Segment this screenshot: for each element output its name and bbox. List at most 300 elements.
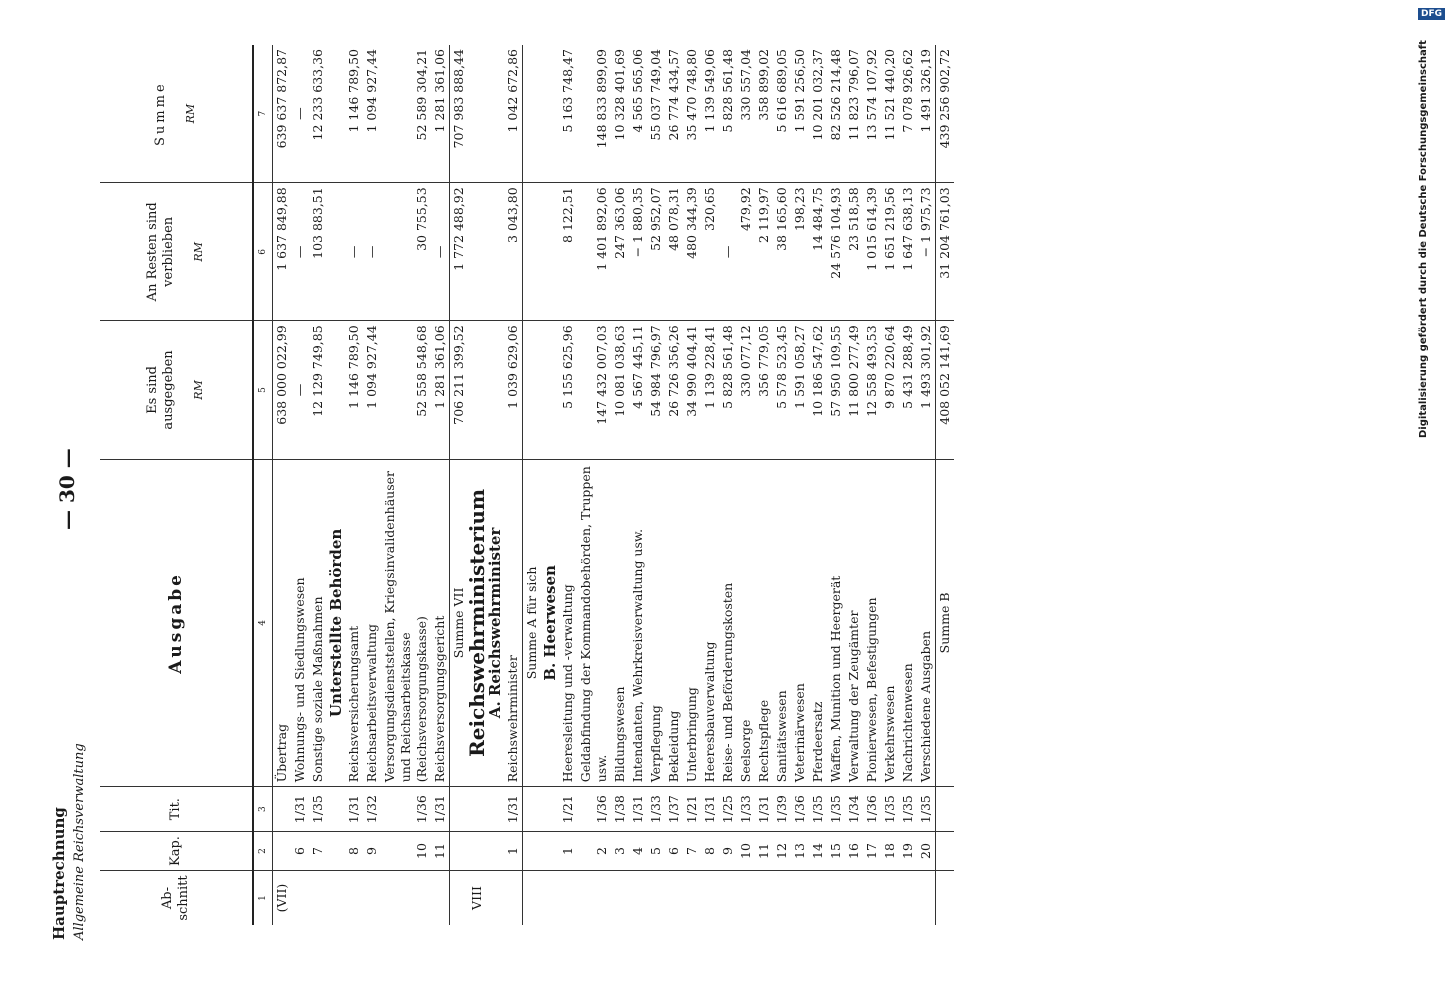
- cell-tit: 1/34: [845, 787, 863, 832]
- cell-c5: 1 094 927,44: [363, 321, 381, 459]
- cell-tit: 1/35: [809, 787, 827, 832]
- cell-tit: 1/36: [791, 787, 809, 832]
- cell-abschnitt: [486, 871, 504, 925]
- colnum: 7: [253, 45, 273, 183]
- cell-tit: [936, 787, 955, 832]
- cell-kap: [936, 832, 955, 871]
- section-heading: A. Reichswehrminister: [486, 459, 504, 787]
- cell-c7: 330 557,04: [737, 45, 755, 183]
- cell-c7: 52 589 304,21: [381, 45, 431, 183]
- cell-kap: [486, 832, 504, 871]
- table-row: [791, 45, 809, 925]
- cell-abschnitt: [363, 871, 381, 925]
- cell-tit: [468, 787, 486, 832]
- cell-tit: 1/31: [431, 787, 450, 832]
- cell-ausgabe: Nachrichtenwesen: [899, 459, 917, 787]
- cell-ausgabe: Verpflegung: [647, 459, 665, 787]
- cell-c7: 439 256 902,72: [936, 45, 955, 183]
- cell-abschnitt: [899, 871, 917, 925]
- table-body: [273, 45, 955, 925]
- table-row: [719, 45, 737, 925]
- cell-ausgabe: Sonstige soziale Maßnahmen: [309, 459, 327, 787]
- cell-c6: 1 015 614,39: [863, 183, 881, 321]
- cell-kap: 11: [755, 832, 773, 871]
- cell-tit: 1/31: [291, 787, 309, 832]
- cell-abschnitt: [523, 871, 542, 925]
- cell-ausgabe: Pferdeersatz: [809, 459, 827, 787]
- cell-c7: 12 233 633,36: [309, 45, 327, 183]
- cell-c7: 11 521 440,20: [881, 45, 899, 183]
- cell-c5: 330 077,12: [737, 321, 755, 459]
- cell-ausgabe: Bildungswesen: [611, 459, 629, 787]
- cell-c5: 11 800 277,49: [845, 321, 863, 459]
- cell-tit: 1/31: [345, 787, 363, 832]
- table-row: [345, 45, 363, 925]
- cell-c5: 706 211 399,52: [450, 321, 469, 459]
- cell-empty: [327, 183, 345, 321]
- cell-tit: [450, 787, 469, 832]
- sum-label: Summe VII: [450, 459, 469, 787]
- cell-kap: 8: [345, 832, 363, 871]
- colnum: 4: [253, 459, 273, 787]
- cell-empty: [541, 183, 559, 321]
- cell-ausgabe: Veterinärwesen: [791, 459, 809, 787]
- table-row: [827, 45, 845, 925]
- header-title: Hauptrechnung: [50, 807, 68, 940]
- cell-c6: 1 647 638,13: [899, 183, 917, 321]
- cell-kap: [450, 832, 469, 871]
- cell-abschnitt: [327, 871, 345, 925]
- cell-tit: 1/21: [559, 787, 577, 832]
- col-es-label: Es sind ausgegeben: [145, 350, 176, 430]
- cell-c7: 707 983 888,44: [450, 45, 469, 183]
- cell-empty: [468, 45, 486, 183]
- cell-abschnitt: [773, 871, 791, 925]
- cell-abschnitt: [431, 871, 450, 925]
- cell-kap: 15: [827, 832, 845, 871]
- cell-tit: 1/36: [577, 787, 611, 832]
- cell-c7: 1 491 326,19: [917, 45, 936, 183]
- cell-tit: [486, 787, 504, 832]
- cell-empty: [468, 321, 486, 459]
- cell-c6: 48 078,31: [665, 183, 683, 321]
- cell-c7: 148 833 899,09: [577, 45, 611, 183]
- cell-kap: 11: [431, 832, 450, 871]
- cell-abschnitt: [701, 871, 719, 925]
- cell-c6: 31 204 761,03: [936, 183, 955, 321]
- cell-abschnitt: [541, 871, 559, 925]
- colnum: 6: [253, 183, 273, 321]
- cell-ausgabe: Versorgungsdienststellen, Kriegsinvalidenhäuser und Reichsarbeitskasse (Reichsversorgungskasse): [381, 459, 431, 787]
- table-row: [291, 45, 309, 925]
- cell-c6: —: [363, 183, 381, 321]
- cell-kap: 20: [917, 832, 936, 871]
- table-row: [273, 45, 292, 925]
- col-unit: RM: [184, 103, 197, 124]
- table-row: [486, 45, 504, 925]
- cell-c7: 13 574 107,92: [863, 45, 881, 183]
- cell-c5: 147 432 007,03: [577, 321, 611, 459]
- col-summe: [100, 45, 253, 183]
- colnum: 1: [253, 871, 273, 925]
- table-row: [899, 45, 917, 925]
- col-ausgabe: Ausgabe: [100, 459, 253, 787]
- cell-c7: 82 526 214,48: [827, 45, 845, 183]
- cell-c7: 11 823 796,07: [845, 45, 863, 183]
- col-summe-label: Summe: [153, 81, 168, 146]
- table-row: [327, 45, 345, 925]
- cell-ausgabe: Heeresbauverwaltung: [701, 459, 719, 787]
- cell-c6: 1 772 488,92: [450, 183, 469, 321]
- cell-kap: 8: [701, 832, 719, 871]
- cell-c6: 38 165,60: [773, 183, 791, 321]
- cell-kap: 17: [863, 832, 881, 871]
- cell-c5: —: [291, 321, 309, 459]
- cell-tit: 1/35: [917, 787, 936, 832]
- cell-kap: [327, 832, 345, 871]
- cell-c6: 1 651 219,56: [881, 183, 899, 321]
- cell-c6: 30 755,53: [381, 183, 431, 321]
- cell-c7: 1 094 927,44: [363, 45, 381, 183]
- cell-c6: 52 952,07: [647, 183, 665, 321]
- cell-ausgabe: Heeresleitung und -verwaltung: [559, 459, 577, 787]
- table-row: [683, 45, 701, 925]
- cell-c6: 1 637 849,88: [273, 183, 292, 321]
- cell-c5: 1 493 301,92: [917, 321, 936, 459]
- table-row: [881, 45, 899, 925]
- table-row: [773, 45, 791, 925]
- cell-abschnitt: [504, 871, 523, 925]
- table-row: [737, 45, 755, 925]
- cell-tit: 1/33: [737, 787, 755, 832]
- cell-c5: 34 990 404,41: [683, 321, 701, 459]
- table-row: [701, 45, 719, 925]
- cell-kap: 12: [773, 832, 791, 871]
- cell-c5: 12 558 493,53: [863, 321, 881, 459]
- cell-abschnitt: [863, 871, 881, 925]
- cell-c5: 5 828 561,48: [719, 321, 737, 459]
- cell-c7: 4 565 565,06: [629, 45, 647, 183]
- cell-tit: 1/36: [863, 787, 881, 832]
- cell-c5: 9 870 220,64: [881, 321, 899, 459]
- column-number-row: [253, 45, 273, 925]
- cell-tit: 1/38: [611, 787, 629, 832]
- cell-tit: 1/36: [381, 787, 431, 832]
- cell-ausgabe: Verkehrswesen: [881, 459, 899, 787]
- cell-c6: 247 363,06: [611, 183, 629, 321]
- cell-ausgabe: Rechtspflege: [755, 459, 773, 787]
- col-an-resten: [100, 183, 253, 321]
- cell-kap: 16: [845, 832, 863, 871]
- expense-table: [100, 45, 954, 925]
- cell-c5: 52 558 548,68: [381, 321, 431, 459]
- cell-ausgabe: Seelsorge: [737, 459, 755, 787]
- table-row: [541, 45, 559, 925]
- cell-c5: 1 591 058,27: [791, 321, 809, 459]
- table-row: [629, 45, 647, 925]
- cell-c6: [523, 183, 542, 321]
- col-resten-label: An Resten sind verblieben: [145, 202, 176, 302]
- cell-tit: 1/35: [827, 787, 845, 832]
- cell-abschnitt: [755, 871, 773, 925]
- cell-abschnitt: [345, 871, 363, 925]
- table-row: [917, 45, 936, 925]
- cell-ausgabe: Übertrag: [273, 459, 292, 787]
- cell-c7: [523, 45, 542, 183]
- cell-c5: 4 567 445,11: [629, 321, 647, 459]
- cell-c6: 14 484,75: [809, 183, 827, 321]
- col-abschnitt: Ab-schnitt: [100, 871, 253, 925]
- cell-c6: —: [431, 183, 450, 321]
- cell-abschnitt: [881, 871, 899, 925]
- cell-abschnitt: (VII): [274, 883, 289, 913]
- table-row: [845, 45, 863, 925]
- cell-abschnitt: [629, 871, 647, 925]
- cell-abschnitt: [719, 871, 737, 925]
- cell-abschnitt: [791, 871, 809, 925]
- cell-ausgabe: Reichswehrminister: [504, 459, 523, 787]
- cell-abschnitt: [665, 871, 683, 925]
- funding-annotation: Digitalisierung gefördert durch die Deutsche Forschungsgemeinschaft: [1418, 40, 1429, 438]
- header-row: [100, 45, 253, 925]
- cell-c6: 23 518,58: [845, 183, 863, 321]
- table-row: [577, 45, 611, 925]
- cell-kap: 4: [629, 832, 647, 871]
- cell-c6: 2 119,97: [755, 183, 773, 321]
- cell-kap: 13: [791, 832, 809, 871]
- col-kap: Kap.: [100, 832, 253, 871]
- cell-kap: 7: [309, 832, 327, 871]
- cell-ausgabe: Unterbringung: [683, 459, 701, 787]
- cell-c5: [523, 321, 542, 459]
- cell-abschnitt: [647, 871, 665, 925]
- cell-c6: 103 883,51: [309, 183, 327, 321]
- cell-c7: 1 591 256,50: [791, 45, 809, 183]
- cell-tit: 1/35: [881, 787, 899, 832]
- colnum: 5: [253, 321, 273, 459]
- cell-c7: 55 037 749,04: [647, 45, 665, 183]
- table-row: [468, 45, 486, 925]
- col-unit: RM: [192, 380, 205, 400]
- table-row: [755, 45, 773, 925]
- cell-c5: 10 186 547,62: [809, 321, 827, 459]
- cell-abschnitt: [559, 871, 577, 925]
- cell-abschnitt: [450, 871, 469, 925]
- cell-c5: 1 281 361,06: [431, 321, 450, 459]
- dfg-logo: DFG: [1418, 8, 1445, 20]
- cell-c6: 1 401 892,06: [577, 183, 611, 321]
- section-heading: B. Heerwesen: [541, 459, 559, 787]
- cell-kap: 18: [881, 832, 899, 871]
- col-unit: RM: [192, 242, 205, 262]
- cell-ausgabe: Pionierwesen, Befestigungen: [863, 459, 881, 787]
- cell-kap: 14: [809, 832, 827, 871]
- cell-c5: 1 146 789,50: [345, 321, 363, 459]
- cell-ausgabe: Reichsarbeitsverwaltung: [363, 459, 381, 787]
- cell-abschnitt: [737, 871, 755, 925]
- page-number: — 30 —: [55, 448, 79, 530]
- cell-c6: —: [345, 183, 363, 321]
- ministry-title: Reichswehrministerium: [468, 459, 486, 787]
- cell-c6: 479,92: [737, 183, 755, 321]
- table-row: [611, 45, 629, 925]
- cell-kap: 9: [719, 832, 737, 871]
- cell-c7: 5 163 748,47: [559, 45, 577, 183]
- cell-tit: [273, 787, 292, 832]
- cell-c5: 638 000 022,99: [273, 321, 292, 459]
- cell-c5: 10 081 038,63: [611, 321, 629, 459]
- table-row: [381, 45, 431, 925]
- colnum: 3: [253, 787, 273, 832]
- cell-c5: 5 431 288,49: [899, 321, 917, 459]
- cell-kap: [273, 832, 292, 871]
- cell-c6: 24 576 104,93: [827, 183, 845, 321]
- cell-empty: [541, 321, 559, 459]
- cell-c7: —: [291, 45, 309, 183]
- cell-kap: 5: [647, 832, 665, 871]
- cell-c7: 358 899,02: [755, 45, 773, 183]
- cell-tit: [541, 787, 559, 832]
- table-row: [431, 45, 450, 925]
- cell-c5: 1 039 629,06: [504, 321, 523, 459]
- cell-c7: 35 470 748,80: [683, 45, 701, 183]
- cell-c7: 10 328 401,69: [611, 45, 629, 183]
- cell-kap: 6: [291, 832, 309, 871]
- cell-c7: 5 828 561,48: [719, 45, 737, 183]
- cell-abschnitt: [381, 871, 431, 925]
- cell-kap: 1: [559, 832, 577, 871]
- cell-tit: [523, 787, 542, 832]
- cell-abschnitt: [936, 871, 955, 925]
- cell-empty: [486, 45, 504, 183]
- colnum: 2: [253, 832, 273, 871]
- cell-tit: 1/21: [683, 787, 701, 832]
- table-row: [559, 45, 577, 925]
- cell-kap: 1: [504, 832, 523, 871]
- sum-label: Summe A für sich: [523, 459, 542, 787]
- cell-c5: 54 984 796,97: [647, 321, 665, 459]
- table-row: [863, 45, 881, 925]
- cell-abschnitt: [683, 871, 701, 925]
- cell-empty: [486, 321, 504, 459]
- cell-c5: 57 950 109,55: [827, 321, 845, 459]
- cell-c5: 5 578 523,45: [773, 321, 791, 459]
- cell-c6: 198,23: [791, 183, 809, 321]
- cell-abschnitt: [809, 871, 827, 925]
- cell-c5: 12 129 749,85: [309, 321, 327, 459]
- cell-kap: 3: [611, 832, 629, 871]
- cell-tit: 1/33: [647, 787, 665, 832]
- cell-empty: [327, 45, 345, 183]
- cell-tit: 1/32: [363, 787, 381, 832]
- cell-c5: 356 779,05: [755, 321, 773, 459]
- table-row: [809, 45, 827, 925]
- cell-kap: [523, 832, 542, 871]
- sum-row: [450, 45, 469, 925]
- cell-tit: 1/39: [773, 787, 791, 832]
- cell-c5: 408 052 141,69: [936, 321, 955, 459]
- cell-tit: 1/31: [755, 787, 773, 832]
- table-row: [504, 45, 523, 925]
- cell-tit: 1/37: [665, 787, 683, 832]
- table-row: [665, 45, 683, 925]
- cell-c7: 1 281 361,06: [431, 45, 450, 183]
- cell-tit: 1/35: [309, 787, 327, 832]
- cell-abschnitt: [309, 871, 327, 925]
- cell-empty: [468, 183, 486, 321]
- cell-kap: 9: [363, 832, 381, 871]
- cell-c6: 480 344,39: [683, 183, 701, 321]
- cell-abschnitt: [291, 871, 309, 925]
- cell-empty: [486, 183, 504, 321]
- cell-c7: 7 078 926,62: [899, 45, 917, 183]
- cell-kap: 10: [737, 832, 755, 871]
- table-row: [647, 45, 665, 925]
- cell-c7: 1 042 672,86: [504, 45, 523, 183]
- cell-ausgabe: Bekleidung: [665, 459, 683, 787]
- cell-tit: 1/35: [899, 787, 917, 832]
- table-row: [363, 45, 381, 925]
- cell-c6: —: [291, 183, 309, 321]
- cell-kap: 19: [899, 832, 917, 871]
- cell-tit: 1/25: [719, 787, 737, 832]
- cell-ausgabe: Wohnungs- und Siedlungswesen: [291, 459, 309, 787]
- cell-kap: [541, 832, 559, 871]
- col-tit: Tit.: [100, 787, 253, 832]
- cell-ausgabe: Geldabfindung der Kommandobehörden, Truppen usw.: [577, 459, 611, 787]
- cell-c6: 8 122,51: [559, 183, 577, 321]
- cell-kap: 10: [381, 832, 431, 871]
- cell-ausgabe: Intendanten, Wehrkreisverwaltung usw.: [629, 459, 647, 787]
- cell-c5: 1 139 228,41: [701, 321, 719, 459]
- cell-kap: 7: [683, 832, 701, 871]
- cell-c7: 10 201 032,37: [809, 45, 827, 183]
- section-heading: Unterstellte Behörden: [327, 459, 345, 787]
- header-subtitle: Allgemeine Reichsverwaltung: [72, 743, 87, 940]
- cell-abschnitt: [611, 871, 629, 925]
- cell-c6: —: [719, 183, 737, 321]
- cell-tit: 1/31: [701, 787, 719, 832]
- cell-abschnitt: [577, 871, 611, 925]
- cell-tit: 1/31: [629, 787, 647, 832]
- cell-ausgabe: Reichsversorgungsgericht: [431, 459, 450, 787]
- sum-row: [523, 45, 542, 925]
- cell-kap: 2: [577, 832, 611, 871]
- cell-ausgabe: Waffen, Munition und Heergerät: [827, 459, 845, 787]
- col-es-ausgegeben: [100, 321, 253, 459]
- cell-c6: 3 043,80: [504, 183, 523, 321]
- cell-ausgabe: Sanitätswesen: [773, 459, 791, 787]
- cell-ausgabe: Verwaltung der Zeugämter: [845, 459, 863, 787]
- cell-c7: 1 139 549,06: [701, 45, 719, 183]
- cell-c6: 320,65: [701, 183, 719, 321]
- cell-empty: [327, 321, 345, 459]
- cell-ausgabe: Reichsversicherungsamt: [345, 459, 363, 787]
- cell-abschnitt: VIII: [469, 886, 484, 910]
- cell-c6: − 1 880,35: [629, 183, 647, 321]
- cell-ausgabe: Reise- und Beförderungskosten: [719, 459, 737, 787]
- cell-c5: 26 726 356,26: [665, 321, 683, 459]
- cell-abschnitt: [827, 871, 845, 925]
- cell-kap: 6: [665, 832, 683, 871]
- cell-empty: [541, 45, 559, 183]
- cell-c7: 26 774 434,57: [665, 45, 683, 183]
- sum-label: Summe B: [936, 459, 955, 787]
- cell-c7: 1 146 789,50: [345, 45, 363, 183]
- sum-row: [936, 45, 955, 925]
- cell-c7: 639 637 872,87: [273, 45, 292, 183]
- cell-abschnitt: [845, 871, 863, 925]
